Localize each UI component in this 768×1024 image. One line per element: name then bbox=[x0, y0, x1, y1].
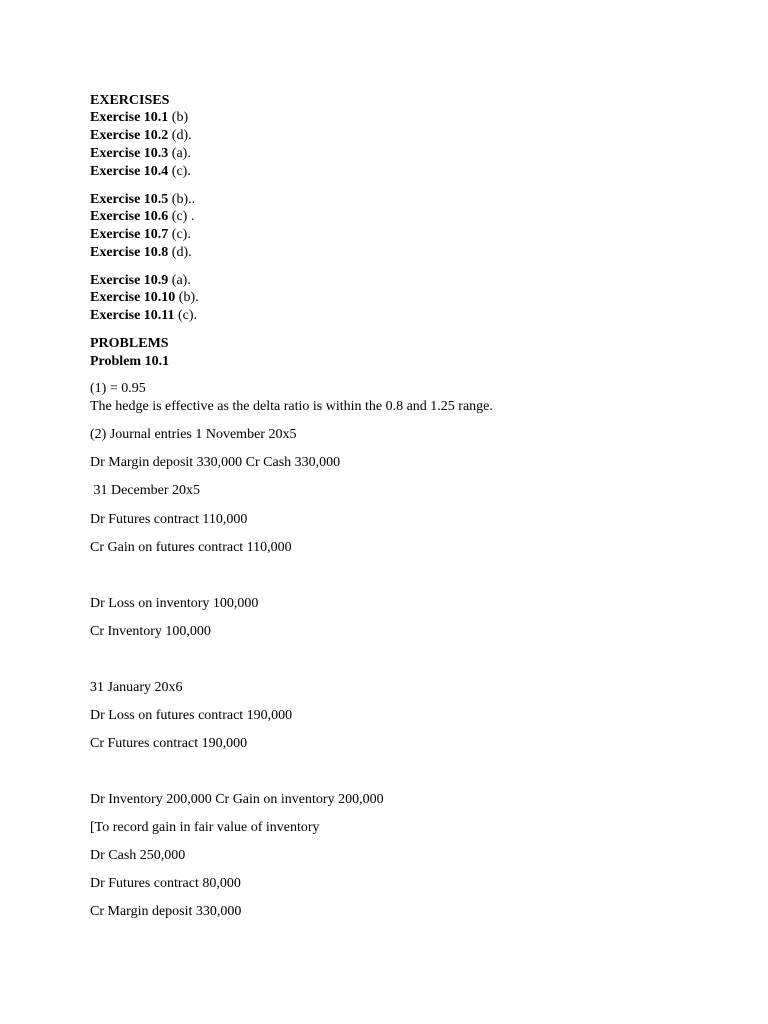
exercise-answer: (c) . bbox=[168, 209, 195, 224]
journal-entry: Cr Inventory 100,000 bbox=[90, 624, 211, 639]
journal-entry: Dr Futures contract 110,000 bbox=[90, 512, 248, 527]
exercise-label: Exercise 10.3 bbox=[90, 146, 169, 161]
exercises-heading bbox=[90, 92, 169, 110]
exercise-answer: (b). bbox=[175, 290, 199, 305]
exercise-label: Exercise 10.1 bbox=[90, 110, 169, 125]
exercise-label: Exercise 10.5 bbox=[90, 192, 169, 207]
problem-title-text: Problem 10.1 bbox=[90, 354, 170, 369]
journal-entry: Dr Margin deposit 330,000 Cr Cash 330,000 bbox=[90, 455, 341, 470]
exercise-answer: (a). bbox=[168, 273, 191, 288]
journal-entry: Dr Futures contract 80,000 bbox=[90, 876, 241, 891]
journal-entry: Dr Inventory 200,000 Cr Gain on inventory 200,000 bbox=[90, 792, 384, 807]
exercises-heading-text: EXERCISES bbox=[90, 93, 170, 108]
exercise-item bbox=[90, 109, 188, 127]
exercise-answer: (a). bbox=[168, 146, 191, 161]
journal-entry: Dr Loss on inventory 100,000 bbox=[90, 596, 259, 611]
exercise-item bbox=[90, 272, 191, 290]
journal-date: 31 December 20x5 bbox=[90, 483, 201, 498]
problems-heading bbox=[90, 335, 169, 353]
exercise-item bbox=[90, 191, 195, 209]
exercise-answer: (b) bbox=[168, 110, 189, 125]
exercise-label: Exercise 10.2 bbox=[90, 128, 169, 143]
exercise-label: Exercise 10.4 bbox=[90, 164, 169, 179]
exercise-label: Exercise 10.7 bbox=[90, 227, 169, 242]
exercise-label: Exercise 10.8 bbox=[90, 245, 169, 260]
exercise-item bbox=[90, 244, 192, 262]
journal-date: 31 January 20x6 bbox=[90, 680, 183, 695]
exercise-item bbox=[90, 145, 191, 163]
exercise-answer: (d). bbox=[168, 245, 192, 260]
problems-heading-text: PROBLEMS bbox=[90, 336, 169, 351]
exercise-answer: (d). bbox=[168, 128, 192, 143]
journal-entry: Dr Loss on futures contract 190,000 bbox=[90, 708, 293, 723]
journal-heading: (2) Journal entries 1 November 20x5 bbox=[90, 427, 297, 442]
exercise-answer: (c). bbox=[174, 308, 198, 323]
journal-entry: Cr Margin deposit 330,000 bbox=[90, 904, 242, 919]
exercise-answer: (b).. bbox=[168, 192, 196, 207]
problem-title bbox=[90, 353, 169, 371]
exercise-item bbox=[90, 307, 197, 325]
answer-line: The hedge is effective as the delta ratio is within the 0.8 and 1.25 range. bbox=[90, 399, 493, 414]
exercise-item bbox=[90, 226, 191, 244]
exercise-answer: (c). bbox=[168, 227, 191, 242]
journal-entry: Dr Cash 250,000 bbox=[90, 848, 186, 863]
journal-narration: [To record gain in fair value of inventory bbox=[90, 820, 320, 835]
exercise-label: Exercise 10.11 bbox=[90, 308, 175, 323]
exercise-label: Exercise 10.6 bbox=[90, 209, 169, 224]
exercise-label: Exercise 10.10 bbox=[90, 290, 176, 305]
exercise-item bbox=[90, 208, 194, 226]
journal-entry: Cr Futures contract 190,000 bbox=[90, 736, 248, 751]
exercise-item bbox=[90, 127, 192, 145]
exercise-item bbox=[90, 289, 199, 307]
answer-line: (1) = 0.95 bbox=[90, 381, 146, 396]
journal-entry: Cr Gain on futures contract 110,000 bbox=[90, 540, 292, 555]
exercise-answer: (c). bbox=[168, 164, 191, 179]
exercise-label: Exercise 10.9 bbox=[90, 273, 169, 288]
exercise-item bbox=[90, 163, 191, 181]
